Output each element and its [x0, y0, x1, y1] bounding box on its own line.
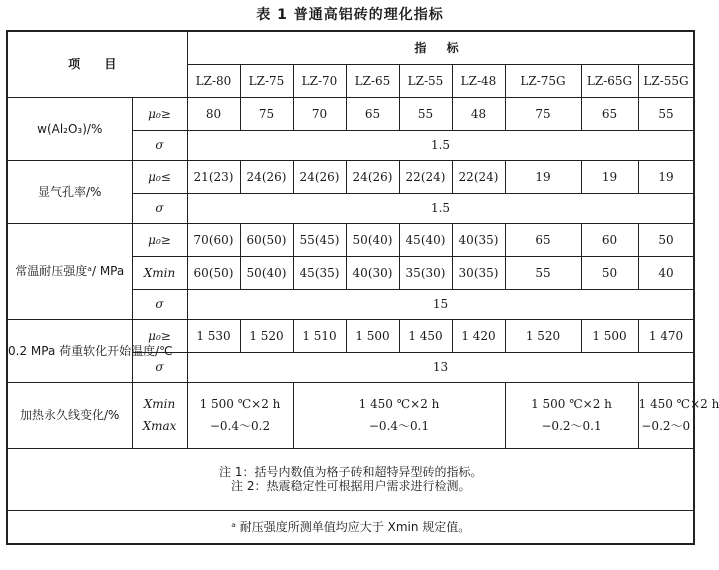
value-cell: 60(50) [187, 256, 240, 289]
properties-table [6, 30, 719, 545]
value-cell: 55 [638, 97, 694, 130]
symbol-xmax: Xmax [142, 419, 177, 433]
value-cell: 19 [505, 160, 581, 193]
grade-header: LZ-65 [346, 64, 399, 97]
value-cell: 1 470 [638, 319, 694, 352]
value-cell: 40(35) [452, 223, 505, 256]
symbol-xmin: Xmin [143, 397, 176, 411]
value-cell: 65 [581, 97, 638, 130]
symbol-xmin-xmax [132, 382, 187, 448]
symbol-sigma: σ [132, 130, 187, 160]
grade-header: LZ-75 [240, 64, 293, 97]
sigma-value: 1.5 [187, 193, 694, 223]
value-cell: 35(30) [399, 256, 452, 289]
value-cell: 50(40) [346, 223, 399, 256]
value-cell: 30(35) [452, 256, 505, 289]
note-2: 注 2：热震稳定性可根据用户需求进行检测。 [231, 479, 471, 493]
symbol-sigma: σ [132, 352, 187, 382]
property-reheat: 加热永久线变化/% [7, 382, 132, 448]
property-al2o3: w(Al₂O₃)/% [7, 97, 132, 160]
value-cell: 1 530 [187, 319, 240, 352]
reheat-condition: 1 500 ℃×2 h [531, 397, 612, 411]
value-cell: 24(26) [293, 160, 346, 193]
symbol-mu: μ₀≥ [132, 319, 187, 352]
value-cell: 1 500 [581, 319, 638, 352]
value-cell: 1 520 [240, 319, 293, 352]
grade-header: LZ-48 [452, 64, 505, 97]
symbol-sigma: σ [132, 193, 187, 223]
reheat-range: −0.2～0 [641, 419, 691, 433]
value-cell: 65 [346, 97, 399, 130]
value-cell: 70 [293, 97, 346, 130]
sigma-value: 13 [187, 352, 694, 382]
reheat-group [638, 382, 719, 448]
value-cell: 19 [581, 160, 638, 193]
value-cell: 75 [240, 97, 293, 130]
value-cell: 55 [399, 97, 452, 130]
sigma-value: 1.5 [187, 130, 694, 160]
value-cell: 60(50) [240, 223, 293, 256]
value-cell: 60 [581, 223, 638, 256]
note-1: 注 1：括号内数值为格子砖和超特异型砖的指标。 [219, 465, 483, 479]
reheat-range: −0.2～0.1 [541, 419, 602, 433]
value-cell: 22(24) [452, 160, 505, 193]
table-title: 表 1 普通高铝砖的理化指标 [256, 7, 444, 23]
property-softening: 0.2 MPa 荷重软化开始温度/℃ [7, 319, 132, 382]
reheat-condition: 1 500 ℃×2 h [199, 397, 281, 411]
value-cell: 75 [505, 97, 581, 130]
grade-header: LZ-55 [399, 64, 452, 97]
value-cell: 50 [581, 256, 638, 289]
grade-header: LZ-55G [638, 64, 694, 97]
grade-header: LZ-75G [505, 64, 581, 97]
reheat-group [505, 382, 638, 448]
value-cell: 22(24) [399, 160, 452, 193]
symbol-mu: μ₀≥ [132, 223, 187, 256]
grade-header: LZ-70 [293, 64, 346, 97]
value-cell: 21(23) [187, 160, 240, 193]
sigma-value: 15 [187, 289, 694, 319]
reheat-condition: 1 450 ℃×2 h [358, 397, 440, 411]
value-cell: 48 [452, 97, 505, 130]
reheat-range: −0.4～0.1 [368, 419, 430, 433]
value-cell: 45(40) [399, 223, 452, 256]
value-cell: 70(60) [187, 223, 240, 256]
value-cell: 24(26) [240, 160, 293, 193]
property-strength: 常温耐压强度ᵃ/ MPa [7, 223, 132, 319]
footnote: ᵃ 耐压强度所测单值均应大于 Xmin 规定值。 [7, 510, 694, 544]
value-cell: 55 [505, 256, 581, 289]
grade-header: LZ-80 [187, 64, 240, 97]
value-cell: 40(30) [346, 256, 399, 289]
symbol-mu: μ₀≥ [132, 97, 187, 130]
reheat-group [293, 382, 505, 448]
value-cell: 55(45) [293, 223, 346, 256]
value-cell: 65 [505, 223, 581, 256]
index-header: 指 标 [187, 31, 694, 64]
item-header: 项 目 [7, 31, 187, 97]
reheat-group [187, 382, 293, 448]
value-cell: 45(35) [293, 256, 346, 289]
grade-header: LZ-65G [581, 64, 638, 97]
value-cell: 1 420 [452, 319, 505, 352]
notes [7, 448, 694, 510]
value-cell: 1 500 [346, 319, 399, 352]
property-porosity: 显气孔率/% [7, 160, 132, 223]
reheat-condition: 1 450 ℃×2 h [638, 397, 719, 411]
value-cell: 1 520 [505, 319, 581, 352]
symbol-xmin: Xmin [132, 256, 187, 289]
value-cell: 50(40) [240, 256, 293, 289]
reheat-range: −0.4～0.2 [209, 419, 271, 433]
value-cell: 80 [187, 97, 240, 130]
value-cell: 1 450 [399, 319, 452, 352]
value-cell: 24(26) [346, 160, 399, 193]
value-cell: 40 [638, 256, 694, 289]
symbol-sigma: σ [132, 289, 187, 319]
value-cell: 50 [638, 223, 694, 256]
symbol-mu: μ₀≤ [132, 160, 187, 193]
value-cell: 19 [638, 160, 694, 193]
value-cell: 1 510 [293, 319, 346, 352]
